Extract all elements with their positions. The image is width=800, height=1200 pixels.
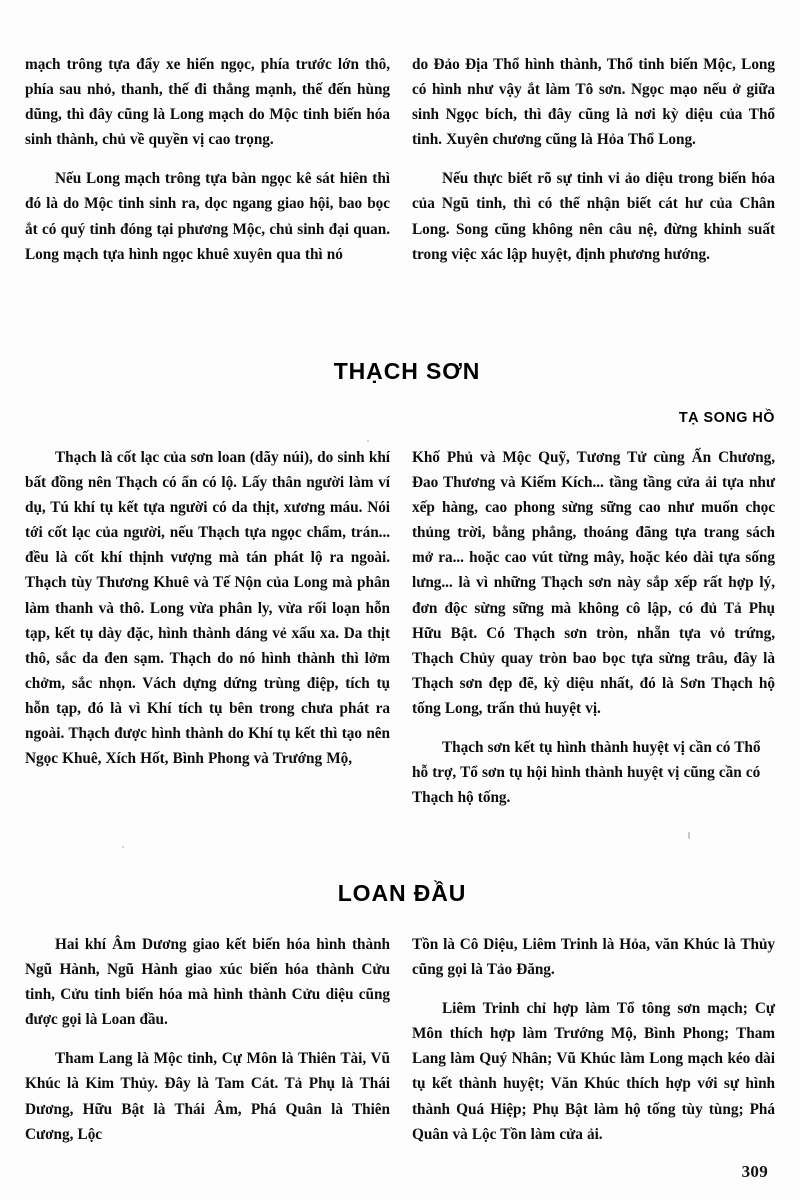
paragraph: Thạch sơn kết tụ hình thành huyệt vị cần có Thổ hỗ trợ, Tổ sơn tụ hội hình thành huyệt vị cũng cần có Thạch hộ tống. [412,739,761,807]
paragraph: do Đảo Địa Thổ hình thành, Thổ tinh biến Mộc, Long có hình như vậy ắt làm Tô sơn. Ngọc mạo nếu ở giữa sinh Ngọc bích, thì đây cũng là nơi kỳ diệu của Thổ tinh. Xuyên chương cũng là Hỏa Thổ Long. [412,56,775,149]
loan-dau-left-column [25,932,390,1147]
paragraph: Thạch là cốt lạc của sơn loan (dãy núi), do sinh khí bất đồng nên Thạch có ẩn có lộ. Lấy thân người làm ví dụ, Tú khí tụ kết tựa người có da thịt, xương máu. Nói tới cốt lạc của người, nếu Thạch tựa ngọc chẩm, trán... đều là cốt khí thịnh vượng mà tán phát lộ ra ngoài. Thạch tùy Thương Khuê và Tế Nộn của Long mà phân làm thanh và thô. Long vừa phân ly, vừa rối loạn hỗn tạp, kết tụ dày đặc, hình thành dáng vẻ xấu xa. Da thịt thô, sắc da đen sạm. Thạch do nó hình thành thì lởm chởm, sắc nhọn. Vách dựng dứng trùng điệp, tích tụ hỗn tạp, đó là vì Khí tích tụ bên trong chưa phát ra ngoài. Thạch được hình thành do Khí tụ kết thì tạo nên Ngọc Khuê, Xích Hốt, Bình Phong và Trướng Mộ, [25,449,390,768]
scan-speck [122,846,124,848]
paragraph: mạch trông tựa đẩy xe hiến ngọc, phía trước lớn thô, phía sau nhỏ, thanh, thế đi thẳng mạnh, thế đến hùng dũng, thì đây cũng là Long mạch do Mộc tinh biến hóa sinh thành, chủ về quyền vị cao trọng. [25,56,390,149]
paragraph: Tham Lang là Mộc tinh, Cự Môn là Thiên Tài, Vũ Khúc là Kim Thủy. Đây là Tam Cát. Tả Phụ là Thái Dương, Hữu Bật là Thái Âm, Phá Quân là Thiên Cương, Lộc [25,1050,390,1143]
byline-thach-son [679,410,775,426]
scan-speck [688,832,690,839]
loan-dau-right-column [412,932,775,1147]
loan-dau-text-block [25,932,775,1147]
byline-text: TẠ SONG HỒ [678,410,775,426]
paragraph: Hai khí Âm Dương giao kết biến hóa hình thành Ngũ Hành, Ngũ Hành giao xúc biến hóa thành Cửu tinh, Cửu tinh biến hóa mà hình thành Cửu diệu cũng được gọi là Loan đầu. [25,936,390,1029]
scan-speck [367,440,369,442]
thach-son-text-block [25,445,775,810]
thach-son-right-column [412,445,775,810]
paragraph: Liêm Trinh chỉ hợp làm Tổ tông sơn mạch; Cự Môn thích hợp làm Trướng Mộ, Bình Phong; Tham Lang làm Quý Nhân; Vũ Khúc làm Long mạch kéo dài tụ kết thành huyệt; Văn Khúc thích hợp với sự hình thành Quá Hiệp; Phụ Bật làm hộ tống tùy tùng; Phá Quân và Lộc Tồn làm cửa ải. [412,1000,775,1143]
paragraph: Khố Phủ và Mộc Quỹ, Tương Tử cùng Ấn Chương, Đao Thương và Kiếm Kích... tầng tầng cửa ải tựa như xếp hàng, cao phong sừng sững cao như muốn chọc thủng trời, bằng phẳng, thoáng đãng tựa trang sách mở ra... hoặc cao vút từng mây, hoặc kéo dài tựa sống lưng... là vì những Thạch sơn này sắp xếp rất hợp lý, đơn độc sừng sững mà không cô lập, có đủ Tả Phụ Hữu Bật. Có Thạch sơn tròn, nhẵn tựa vỏ trứng, Thạch Chủy quay tròn bao bọc tựa sừng trâu, đây là Thạch sơn đẹp đẽ, kỳ diệu nhất, đó là Sơn Thạch hộ tống Long, trấn thủ huyệt vị. [412,449,775,717]
paragraph: Nếu Long mạch trông tựa bàn ngọc kê sát hiên thì đó là do Mộc tinh sinh ra, dọc ngang giao hội, bao bọc ắt có quý tinh đóng tại phương Mộc, chủ sinh đại quan. Long mạch tựa hình ngọc khuê xuyên qua thì nó [25,170,390,263]
paragraph: Tồn là Cô Diệu, Liêm Trinh là Hỏa, văn Khúc là Thủy cũng gọi là Tảo Đăng. [412,936,775,979]
page-number: 309 [741,1162,768,1181]
thach-son-left-column [25,445,390,810]
section-heading-text: LOAN ĐẦU [337,880,467,906]
section-heading-text: THẠCH SƠN [333,358,481,384]
section-heading-thach-son [0,358,800,385]
paragraph: Nếu thực biết rõ sự tinh vi ảo diệu trong biến hóa của Ngũ tinh, thì có thể nhận biết cát hư của Chân Long. Song cũng không nên câu nệ, đừng khinh suất trong việc xác lập huyệt, định phương hướng. [412,170,775,263]
top-text-block [25,52,775,267]
section-heading-loan-dau [0,880,800,907]
top-left-column [25,52,390,267]
top-right-column [412,52,775,267]
